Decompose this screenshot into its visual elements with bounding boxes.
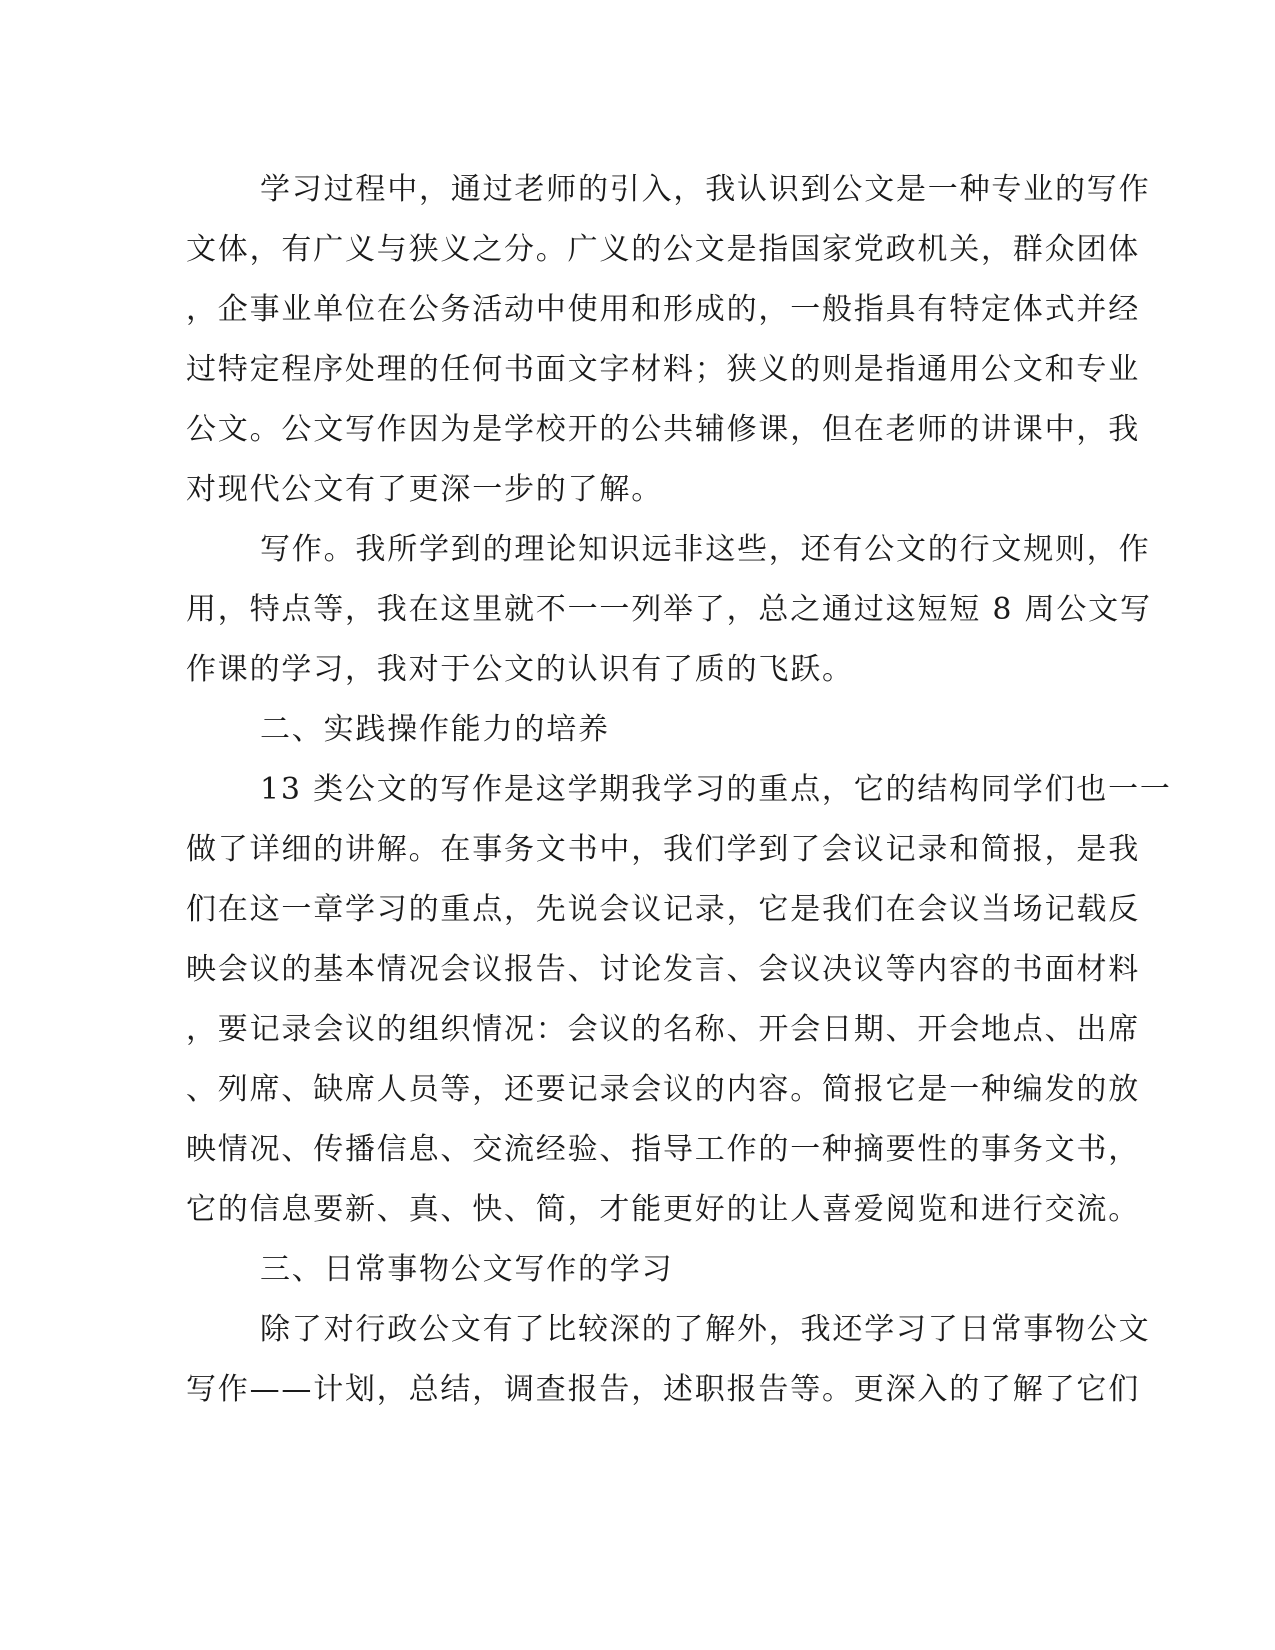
document-body	[186, 160, 1172, 1420]
paragraph-line: 做了详细的讲解。在事务文书中，我们学到了会议记录和简报，是我	[186, 832, 1140, 867]
paragraph-line: 它的信息要新、真、快、简，才能更好的让人喜爱阅览和进行交流。	[186, 1192, 1140, 1227]
paragraph-line: 写作。我所学到的理论知识远非这些，还有公文的行文规则，作	[260, 532, 1151, 567]
paragraph-line: 除了对行政公文有了比较深的了解外，我还学习了日常事物公文	[260, 1312, 1151, 1347]
paragraph-line: ，企事业单位在公务活动中使用和形成的，一般指具有特定体式并经	[186, 292, 1140, 327]
paragraph-line: 过特定程序处理的任何书面文字材料；狭义的则是指通用公文和专业	[186, 352, 1140, 387]
paragraph-line: 用，特点等，我在这里就不一一列举了，总之通过这短短 8 周公文写	[186, 592, 1152, 627]
paragraph-line: 映情况、传播信息、交流经验、指导工作的一种摘要性的事务文书，	[186, 1132, 1140, 1167]
paragraph-line: 文体，有广义与狭义之分。广义的公文是指国家党政机关，群众团体	[186, 232, 1140, 267]
paragraph-line: 、列席、缺席人员等，还要记录会议的内容。简报它是一种编发的放	[186, 1072, 1140, 1107]
paragraph-line: 对现代公文有了更深一步的了解。	[186, 472, 663, 507]
section-heading: 三、日常事物公文写作的学习	[260, 1252, 674, 1287]
paragraph-line: 们在这一章学习的重点，先说会议记录，它是我们在会议当场记载反	[186, 892, 1140, 927]
paragraph-line: 映会议的基本情况会议报告、讨论发言、会议决议等内容的书面材料	[186, 952, 1140, 987]
paragraph-line: 学习过程中，通过老师的引入，我认识到公文是一种专业的写作	[260, 172, 1151, 207]
paragraph-line: 写作——计划，总结，调查报告，述职报告等。更深入的了解了它们	[186, 1372, 1140, 1407]
paragraph-line: ，要记录会议的组织情况：会议的名称、开会日期、开会地点、出席	[186, 1012, 1140, 1047]
paragraph-line: 13 类公文的写作是这学期我学习的重点，它的结构同学们也一一	[260, 772, 1172, 807]
paragraph-line: 作课的学习，我对于公文的认识有了质的飞跃。	[186, 652, 854, 687]
section-heading: 二、实践操作能力的培养	[260, 712, 610, 747]
paragraph-line: 公文。公文写作因为是学校开的公共辅修课，但在老师的讲课中，我	[186, 412, 1140, 447]
